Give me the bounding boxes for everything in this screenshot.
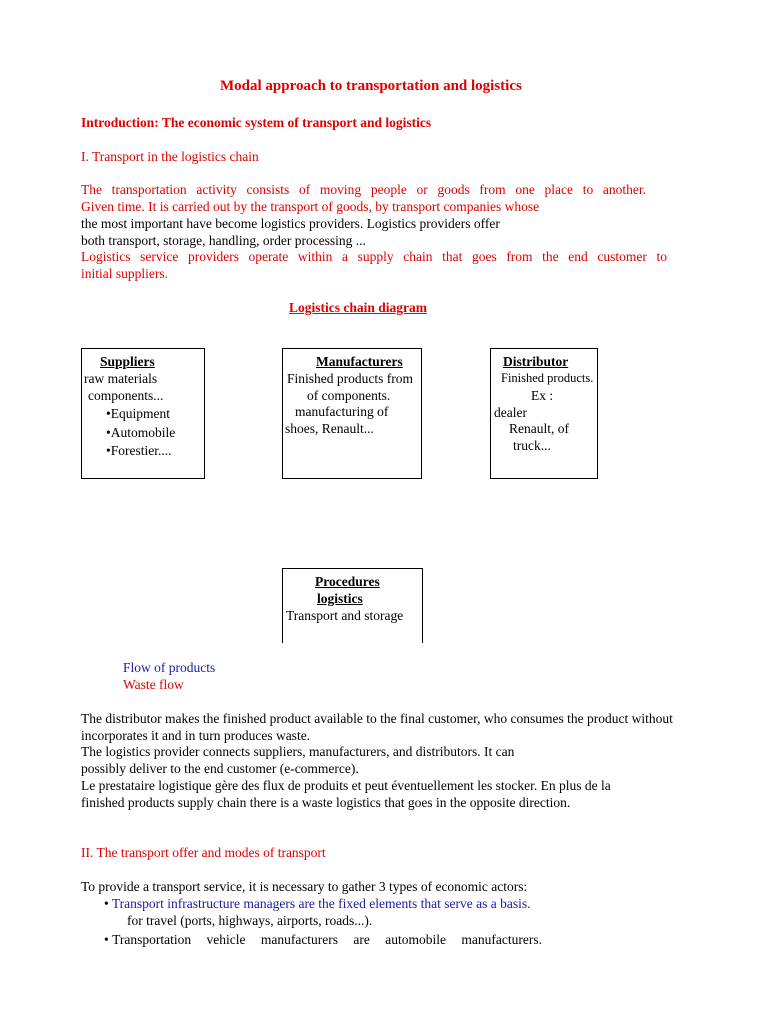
manufacturers-line: shoes, Renault...	[285, 421, 374, 436]
suppliers-box	[81, 348, 205, 479]
legend-waste-flow: Waste flow	[123, 677, 184, 692]
suppliers-line: •Automobile	[106, 425, 176, 440]
section2-intro: To provide a transport service, it is necessary to gather 3 types of economic actors:	[81, 879, 528, 894]
diagram-title	[289, 299, 469, 316]
distributor-box	[490, 348, 598, 479]
manufacturers-box	[282, 348, 422, 479]
distributor-line: truck...	[513, 438, 551, 453]
section1-line-2: Given time. It is carried out by the transport of goods, by transport companies whose	[81, 199, 540, 214]
section1-line-3: the most important have become logistics providers. Logistics providers offer	[81, 216, 500, 231]
paragraph-line: finished products supply chain there is a waste logistics that goes in the opposite direction.	[81, 795, 571, 810]
distributor-line: Ex :	[531, 388, 554, 403]
page-title: Modal approach to transportation and logistics	[220, 78, 522, 94]
section1-line-4: both transport, storage, handling, order processing ...	[81, 233, 366, 248]
diagram-title-text: Logistics chain diagram	[289, 300, 428, 315]
distributor-line: dealer	[494, 405, 527, 420]
suppliers-title: Suppliers	[100, 354, 155, 369]
procedures-line: Transport and storage	[286, 608, 404, 623]
procedures-box	[282, 568, 423, 643]
intro-heading: Introduction: The economic system of transport and logistics	[81, 115, 432, 130]
bullet-1	[104, 895, 530, 912]
manufacturers-line: manufacturing of	[295, 404, 389, 419]
manufacturers-line: of components.	[307, 388, 391, 403]
paragraph-line: The logistics provider connects suppliers, manufacturers, and distributors. It can	[81, 744, 515, 759]
bullet-2	[104, 931, 542, 948]
suppliers-line: raw materials	[84, 371, 158, 386]
section1-line-5: Logistics service providers operate within a supply chain that goes from the end customer to	[81, 249, 667, 264]
suppliers-line: •Forestier....	[106, 443, 172, 458]
distributor-line: Renault, of	[509, 421, 569, 436]
bullet-icon: •	[104, 932, 109, 947]
paragraph-line: The distributor makes the finished product available to the final customer, who consumes the product without	[81, 711, 673, 726]
suppliers-line: components...	[88, 388, 164, 403]
legend-products-flow: Flow of products	[123, 660, 216, 675]
bullet-1-text: Transport infrastructure managers are the fixed elements that serve as a basis.	[111, 896, 531, 911]
distributor-line: Finished products.	[501, 371, 594, 385]
procedures-title-2: logistics	[317, 591, 363, 606]
paragraph-line: possibly deliver to the end customer (e-commerce).	[81, 761, 359, 776]
bullet-1-continuation: for travel (ports, highways, airports, roads...).	[127, 913, 373, 928]
paragraph-line: incorporates it and in turn produces waste.	[81, 728, 311, 743]
section1-line-1: The transportation activity consists of moving people or goods from one place to another.	[81, 182, 646, 197]
section1-heading: I. Transport in the logistics chain	[81, 149, 259, 164]
section2-heading: II. The transport offer and modes of transport	[81, 845, 326, 860]
procedures-title: Procedures	[315, 574, 380, 589]
manufacturers-title: Manufacturers	[316, 354, 403, 369]
section1-line-6: initial suppliers.	[81, 266, 168, 281]
distributor-title: Distributor	[503, 354, 569, 369]
paragraph-line: Le prestataire logistique gère des flux de produits et peut éventuellement les stocker. En plus de la	[81, 778, 611, 793]
manufacturers-line: Finished products from	[287, 371, 413, 386]
bullet-icon: •	[104, 896, 109, 911]
suppliers-line: •Equipment	[106, 406, 170, 421]
bullet-2-text: Transportation vehicle manufacturers are automobile manufacturers.	[112, 932, 542, 947]
